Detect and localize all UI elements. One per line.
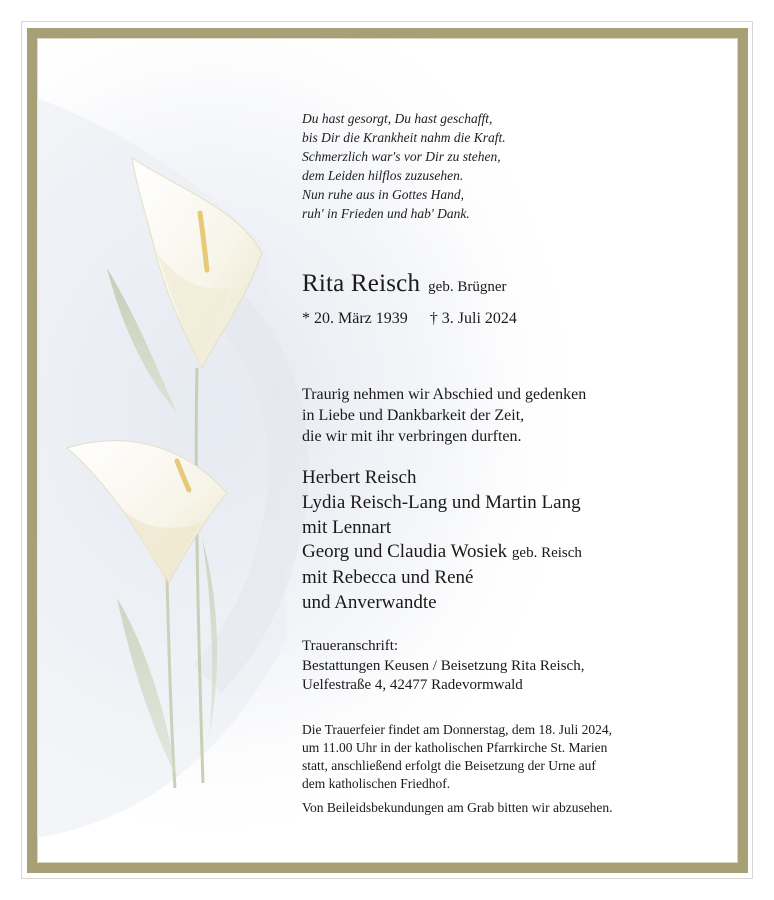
poem-line: ruh' in Frieden und hab' Dank. bbox=[302, 206, 470, 221]
mourning-address bbox=[302, 637, 584, 696]
poem-line: dem Leiden hilflos zuzusehen. bbox=[302, 168, 464, 183]
poem bbox=[302, 109, 506, 223]
deceased-name: Rita Reisch bbox=[302, 270, 421, 297]
ceremony-line: Die Trauerfeier findet am Donnerstag, dem 18. Juli 2024, bbox=[302, 722, 613, 737]
ceremony-line: statt, anschließend erfolgt die Beisetzung der Urne auf bbox=[302, 758, 596, 773]
deceased-name-block bbox=[302, 270, 506, 298]
address-label: Traueranschrift: bbox=[302, 638, 399, 654]
poem-line: Nun ruhe aus in Gottes Hand, bbox=[302, 187, 464, 202]
life-dates bbox=[302, 310, 517, 328]
poem-line: Schmerzlich war's vor Dir zu stehen, bbox=[302, 149, 501, 164]
mourner-line: und Anverwandte bbox=[302, 591, 437, 613]
mourner-line: Lydia Reisch-Lang und Martin Lang bbox=[302, 491, 581, 513]
mourner-line bbox=[302, 540, 582, 566]
farewell-line: Traurig nehmen wir Abschied und gedenken bbox=[302, 386, 587, 403]
ceremony-details bbox=[302, 721, 612, 793]
birth-date: * 20. März 1939 bbox=[302, 310, 408, 327]
mourner-names: Georg und Claudia Wosiek bbox=[302, 541, 508, 563]
mourner-line: mit Lennart bbox=[302, 516, 392, 538]
address-line: Uelfestraße 4, 42477 Radevormwald bbox=[302, 677, 523, 693]
mourner-maiden-name: geb. Reisch bbox=[511, 545, 582, 562]
maiden-name: geb. Brügner bbox=[428, 279, 507, 295]
ceremony-line: dem katholischen Friedhof. bbox=[302, 776, 451, 791]
farewell-line: in Liebe und Dankbarkeit der Zeit, bbox=[302, 407, 525, 424]
farewell-line: die wir mit ihr verbringen durften. bbox=[302, 428, 522, 445]
mourners-list bbox=[302, 466, 582, 616]
ceremony-line: um 11.00 Uhr in der katholischen Pfarrkirche St. Marien bbox=[302, 740, 608, 755]
mourner-line: mit Rebecca und René bbox=[302, 567, 474, 589]
condolence-note: Von Beileidsbekundungen am Grab bitten wir abzusehen. bbox=[302, 800, 613, 815]
poem-line: bis Dir die Krankheit nahm die Kraft. bbox=[302, 130, 506, 145]
address-line: Bestattungen Keusen / Beisetzung Rita Reisch, bbox=[302, 657, 585, 674]
farewell-text bbox=[302, 384, 586, 447]
death-date: † 3. Juli 2024 bbox=[429, 310, 517, 327]
mourner-line: Herbert Reisch bbox=[302, 467, 417, 488]
obituary-frame bbox=[27, 28, 748, 873]
poem-line: Du hast gesorgt, Du hast geschafft, bbox=[302, 111, 493, 126]
